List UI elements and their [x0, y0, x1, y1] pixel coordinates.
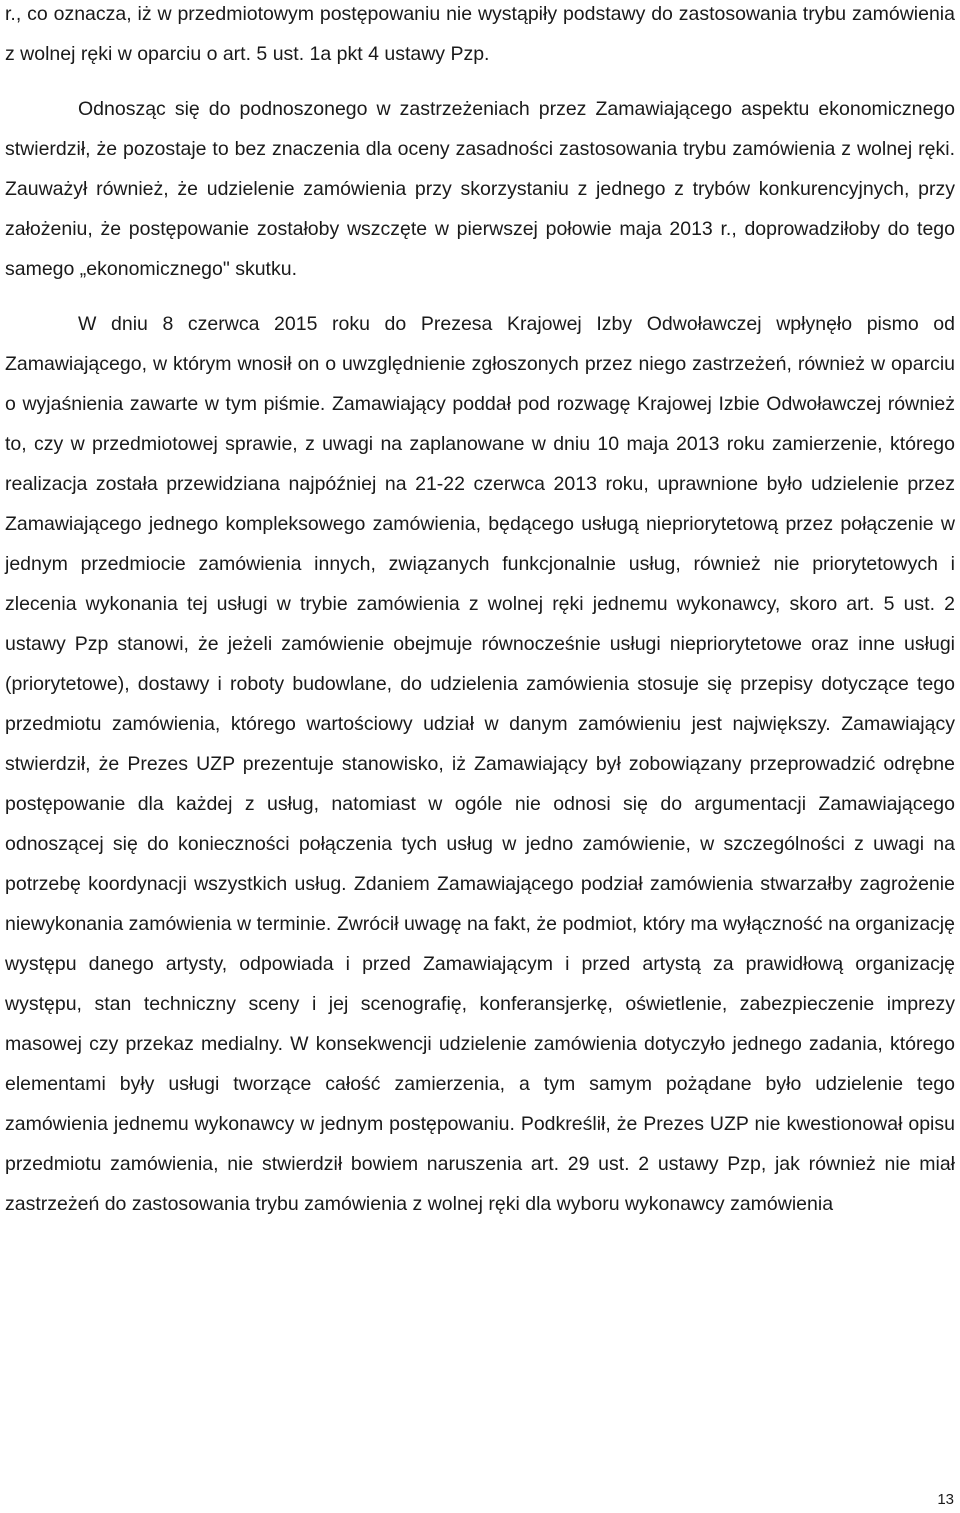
paragraph-continuation: r., co oznacza, iż w przedmiotowym postępowaniu nie wystąpiły podstawy do zastosowania trybu zamówienia z wolnej ręki w oparciu o art. 5 ust. 1a pkt 4 ustawy Pzp. [5, 3, 955, 65]
document-body [5, 0, 955, 1224]
page-number: 13 [937, 1491, 954, 1508]
paragraph-letter-8-june: W dniu 8 czerwca 2015 roku do Prezesa Krajowej Izby Odwoławczej wpłynęło pismo od Zamawiającego, w którym wnosił on o uwzględnienie zgłoszonych przez niego zastrzeżeń, również w oparciu o wyjaśnienia zawarte w tym piśmie. Zamawiający poddał pod rozwagę Krajowej Izbie Odwoławczej również to, czy w przedmiotowej sprawie, z uwagi na zaplanowane w dniu 10 maja 2013 roku zamierzenie, którego realizacja została przewidziana najpóźniej na 21-22 czerwca 2013 roku, uprawnione było udzielenie przez Zamawiającego jednego kompleksowego zamówienia, będącego usługą niepriorytetową przez połączenie w jednym przedmiocie zamówienia innych, związanych funkcjonalnie usług, również nie priorytetowych i zlecenia wykonania tej usługi w trybie zamówienia z wolnej ręki jednemu wykonawcy, skoro art. 5 ust. 2 ustawy Pzp stanowi, że jeżeli zamówienie obejmuje równocześnie usługi niepriorytetowe oraz inne usługi (priorytetowe), dostawy i roboty budowlane, do udzielenia zamówienia stosuje się przepisy dotyczące tego przedmiotu zamówienia, którego wartościowy udział w danym zamówieniu jest największy. Zamawiający stwierdził, że Prezes UZP prezentuje stanowisko, iż Zamawiający był zobowiązany przeprowadzić odrębne postępowanie dla każdej z usług, natomiast w ogóle nie odnosi się do argumentacji Zamawiającego odnoszącej się do konieczności połączenia tych usług w jedno zamówienie, w szczególności z uwagi na potrzebę koordynacji wszystkich usług. Zdaniem Zamawiającego podział zamówienia stwarzałby zagrożenie niewykonania zamówienia w terminie. Zwrócił uwagę na fakt, że podmiot, który ma wyłączność na organizację występu danego artysty, odpowiada i przed Zamawiającym i przed artystą za prawidłową organizację występu, stan techniczny sceny i jej scenografię, konferansjerkę, oświetlenie, zabezpieczenie imprezy masowej czy przekaz medialny. W konsekwencji udzielenie zamówienia dotyczyło jednego zadania, którego elementami były usługi tworzące całość zamierzenia, a tym samym pożądane było udzielenie tego zamówienia jednemu wykonawcy w jednym postępowaniu. Podkreślił, że Prezes UZP nie kwestionował opisu przedmiotu zamówienia, nie stwierdził bowiem naruszenia art. 29 ust. 2 ustawy Pzp, jak również nie miał zastrzeżeń do zastosowania trybu zamówienia z wolnej ręki dla wyboru wykonawcy zamówienia [5, 313, 955, 1215]
paragraph-economic-aspect: Odnosząc się do podnoszonego w zastrzeżeniach przez Zamawiającego aspektu ekonomicznego stwierdził, że pozostaje to bez znaczenia dla oceny zasadności zastosowania trybu zamówienia z wolnej ręki. Zauważył również, że udzielenie zamówienia przy skorzystaniu z jednego z trybów konkurencyjnych, przy założeniu, że postępowanie zostałoby wszczęte w pierwszej połowie maja 2013 r., doprowadziłoby do tego samego „ekonomicznego" skutku. [5, 98, 955, 280]
